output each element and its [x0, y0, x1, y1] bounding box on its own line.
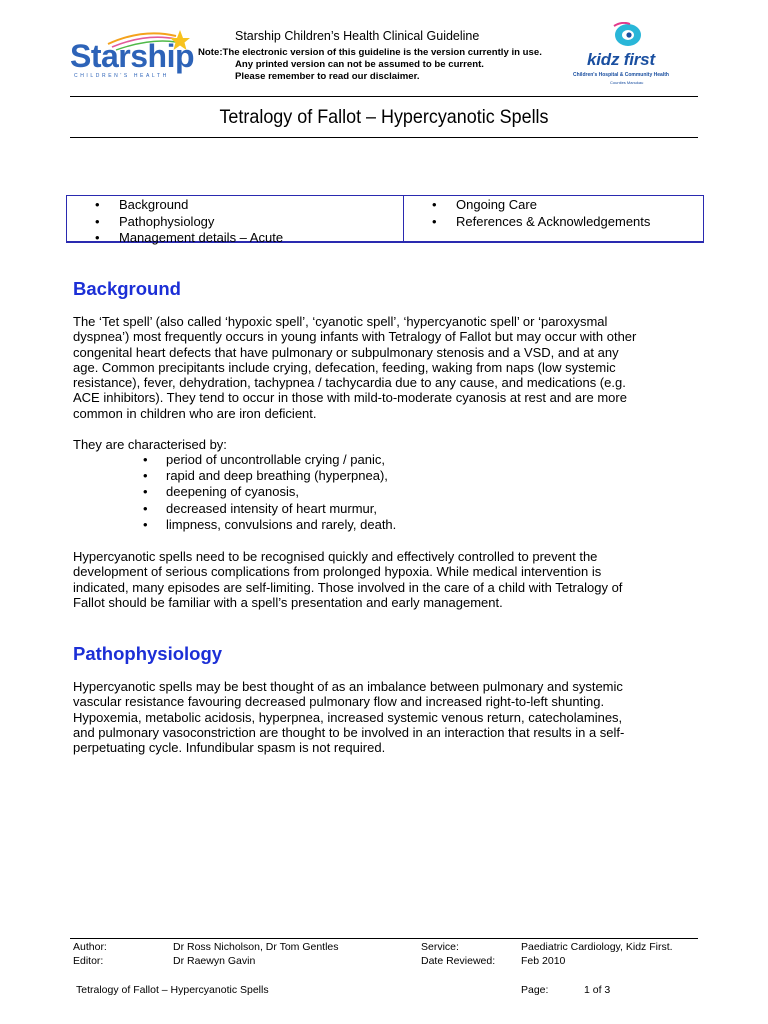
note-label: Note:	[198, 47, 223, 58]
text-line: Fallot should be familiar with a spell’s presentation and early management.	[73, 594, 503, 610]
kidz-first-logo-word: kidz first	[587, 50, 655, 69]
footer-rule	[70, 938, 698, 939]
text-line: common in children who are iron deficient.	[73, 405, 317, 421]
text-line: ACE inhibitors). They tend to occur in those with mild-to-moderate cyanosis at rest and are more	[73, 390, 627, 406]
text-line: dyspnea’) most frequently occurs in young infants with Tetralogy of Fallot but may occur with other	[73, 329, 637, 345]
kidz-first-logo	[570, 22, 695, 90]
footer-document-name: Tetralogy of Fallot – Hypercyanotic Spells	[76, 984, 269, 996]
kidz-first-logo-subtitle: Children's Hospital & Community Health	[573, 72, 669, 78]
list-item: • period of uncontrollable crying / panic,	[73, 452, 396, 468]
footer-author-value: Dr Ross Nicholson, Dr Tom Gentles	[173, 941, 339, 953]
kidz-first-emblem-icon	[570, 22, 695, 52]
text-line: The ‘Tet spell’ (also called ‘hypoxic spell’, ‘cyanotic spell’, ‘hypercyanotic spell’ or ‘paroxysmal	[73, 314, 608, 329]
background-heading: Background	[73, 278, 181, 299]
list-item: • deepening of cyanosis,	[73, 484, 396, 500]
text-line: resistance), fever, dehydration, tachypnea / tachycardia due to any cause, and medications (e.g.	[73, 375, 626, 391]
list-item: • rapid and deep breathing (hyperpnea),	[73, 468, 396, 484]
contents-item-pathophysiology: • Pathophysiology	[67, 214, 283, 231]
footer-page-label: Page:	[521, 984, 549, 996]
text-line: age. Common precipitants include crying, defecation, feeding, waking from naps (low systemic	[73, 359, 616, 375]
list-item: • decreased intensity of heart murmur,	[73, 501, 396, 517]
contents-item-ongoing-care: • Ongoing Care	[404, 197, 650, 214]
pathophysiology-heading: Pathophysiology	[73, 643, 223, 664]
guideline-header-title: Starship Children’s Health Clinical Guideline	[235, 29, 480, 43]
contents-left-list	[67, 197, 283, 247]
text-line: Hypoxemia, metabolic acidosis, hyperpnea, increased systemic venous return, catecholamines,	[73, 709, 623, 725]
footer-author-label: Author:	[73, 941, 107, 953]
text-line: They are characterised by:	[73, 437, 227, 452]
background-paragraph-1	[73, 314, 693, 421]
text-line: and pulmonary vasoconstriction are thought to be involved in an interaction that results in a self-	[73, 724, 625, 740]
characterised-intro	[73, 437, 693, 452]
kidz-first-logo-region: Counties Manukau	[610, 80, 644, 85]
text-line: indicated, many episodes are self-limiting. Those involved in the care of a child with Tetralogy of	[73, 579, 623, 595]
text-line: Hypercyanotic spells need to be recognised quickly and effectively controlled to prevent the	[73, 549, 598, 564]
note-line-2: Any printed version can not be assumed to be current.	[235, 59, 484, 70]
starship-logo-subtitle: CHILDREN'S HEALTH	[74, 73, 169, 79]
footer-editor-label: Editor:	[73, 955, 104, 967]
contents-item-background: • Background	[67, 197, 283, 214]
text-line: congenital heart defects that have pulmonary or subpulmonary stenosis and a VSD, and at any	[73, 344, 619, 360]
note-line-1: The electronic version of this guideline is the version currently in use.	[222, 47, 542, 58]
title-rule	[70, 137, 698, 138]
note-line-3: Please remember to read our disclaimer.	[235, 71, 420, 82]
footer-editor-value: Dr Raewyn Gavin	[173, 955, 256, 967]
contents-item-references: • References & Acknowledgements	[404, 214, 650, 231]
starship-logo	[68, 30, 195, 82]
document-title: Tetralogy of Fallot – Hypercyanotic Spells	[219, 106, 549, 128]
contents-box	[66, 195, 704, 243]
footer-page-number: 1 of 3	[584, 984, 611, 996]
contents-right-list	[404, 197, 650, 230]
characteristics-list	[73, 452, 396, 533]
header-rule	[70, 96, 698, 97]
starship-logo-word: Starship	[70, 38, 195, 74]
pathophysiology-paragraph	[73, 679, 693, 755]
background-paragraph-2	[73, 549, 693, 610]
text-line: development of serious complications from prolonged hypoxia. While medical intervention is	[73, 564, 602, 580]
footer-date-value: Feb 2010	[521, 955, 566, 967]
text-line: vascular resistance favouring decreased pulmonary flow and increased right-to-left shunting.	[73, 694, 605, 710]
footer-service-value: Paediatric Cardiology, Kidz First.	[521, 941, 673, 953]
contents-item-management-acute: • Management details – Acute	[67, 230, 283, 247]
text-line: Hypercyanotic spells may be best thought of as an imbalance between pulmonary and systemic	[73, 679, 623, 694]
text-line: perpetuating cycle. Infundibular spasm is not required.	[73, 740, 386, 756]
footer-service-label: Service:	[421, 941, 459, 953]
disclaimer-note	[198, 47, 542, 83]
footer-date-label: Date Reviewed:	[421, 955, 496, 967]
list-item: • limpness, convulsions and rarely, death.	[73, 517, 396, 533]
